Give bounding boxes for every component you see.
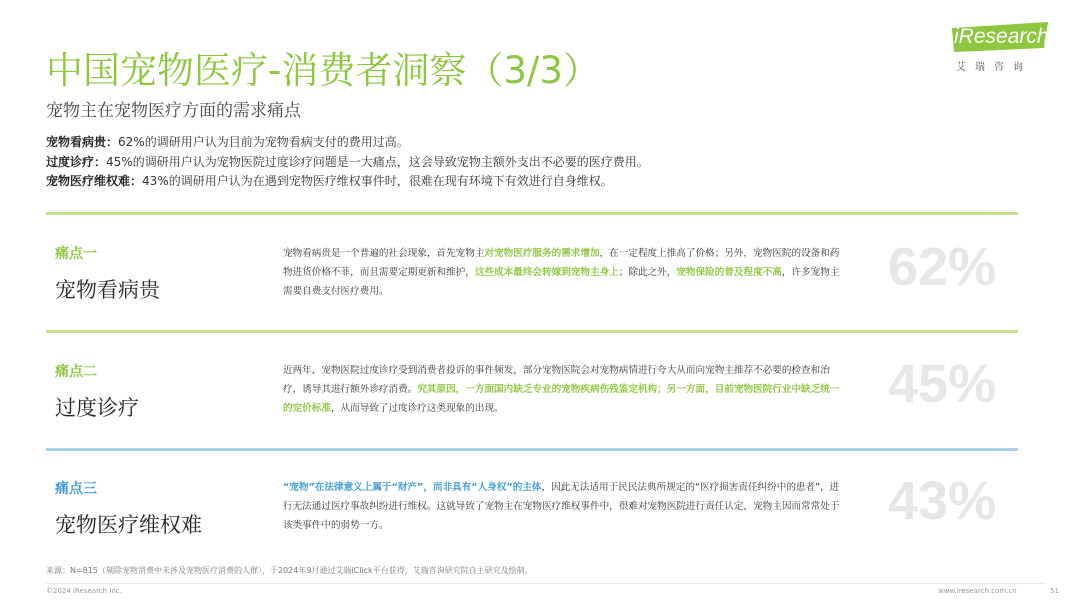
desc-text: 宠物看病贵是一个普遍的社会现象，首先宠物主: [283, 248, 485, 259]
highlight-text: 宠物保险的普及程度不高: [676, 267, 782, 278]
section-divider: [46, 330, 1018, 333]
website: www.iresearch.com.cn: [938, 587, 1017, 595]
summary-text: 43%的调研用户认为在遇到宠物医疗维权事件时，很难在现有环境下有效进行自身维权。: [142, 174, 613, 188]
summary-label: 过度诊疗：: [46, 154, 107, 169]
desc-text: ，许多宠物主需要自费支付医疗费用。: [283, 267, 840, 297]
pain-desc-2: [283, 361, 843, 418]
pain-tag-1: 痛点一: [55, 246, 97, 262]
iresearch-logo: [952, 22, 1056, 78]
desc-text: ，因此无法适用于民民法典所规定的“医疗损害责任纠纷中的患者”，进行无法通过医疗事故纠纷进行维权。这就导致了宠物主在宠物医疗维权事件中，很难对宠物医院进行责任认定，宠物主因而常常处于该类事件中的弱势一方。: [283, 482, 840, 531]
highlight-text: 对宠物医疗服务的需求增加: [484, 248, 600, 259]
desc-text: ；除此之外，: [618, 267, 677, 278]
highlight-text: “宠物”在法律意义上属于“财产”，而非具有“人身权”的主体: [283, 482, 542, 493]
pain-tag-2: 痛点二: [55, 364, 97, 380]
pain-name-2: 过度诊疗: [55, 396, 139, 420]
summary-text: 45%的调研用户认为宠物医院过度诊疗问题是一大痛点，这会导致宠物主额外支出不必要的医疗费用。: [106, 154, 649, 169]
logo-chinese: 艾瑞咨询: [956, 62, 1032, 73]
source-note: 来源：N=815（剔除宠物消费中未涉及宠物医疗消费的人群），于2024年9月通过艾瑞iClick平台获得，艾瑞咨询研究院自主研究及绘制。: [46, 566, 533, 575]
copyright: ©2024 iResearch Inc.: [46, 587, 122, 595]
summary-label: 宠物医疗维权难：: [46, 174, 143, 188]
pain-percent-1: 62%: [888, 237, 997, 297]
summary-row: [46, 153, 649, 173]
pain-percent-3: 43%: [888, 471, 997, 531]
section-divider: [46, 212, 1018, 215]
summary-text: 62%的调研用户认为目前为宠物看病支付的费用过高。: [118, 135, 409, 149]
desc-text: 近两年，宠物医院过度诊疗受到消费者投诉的事件频发，部分宠物医院会对宠物病情进行夸大从而向宠物主推荐不必要的检查和治疗，诱导其进行额外诊疗消费。: [283, 365, 830, 395]
summary-row: [46, 133, 649, 153]
pain-name-3: 宠物医疗维权难: [55, 513, 202, 537]
desc-text: ，从而导致了过度诊疗这类现象的出现。: [330, 403, 504, 414]
page-number: 51: [1050, 587, 1059, 595]
footer-divider: [46, 583, 1046, 584]
summary-block: [46, 133, 649, 192]
section-divider: [46, 448, 1018, 451]
pain-percent-2: 45%: [888, 354, 997, 414]
pain-tag-3: 痛点三: [55, 481, 97, 497]
page-subtitle: 宠物主在宠物医疗方面的需求痛点: [46, 101, 301, 121]
pain-desc-1: [283, 244, 843, 301]
highlight-text: 这些成本最终会转嫁到宠物主身上: [474, 267, 619, 278]
summary-label: 宠物看病贵：: [46, 135, 119, 149]
pain-desc-3: [283, 478, 843, 535]
summary-row: [46, 172, 649, 192]
logo-text: iResearch: [954, 25, 1049, 48]
pain-name-1: 宠物看病贵: [55, 278, 160, 302]
page-title: 中国宠物医疗-消费者洞察（3/3）: [46, 49, 600, 92]
desc-text: ，在一定程度上推高了价格；另外，宠物医院的设备和药物进货价格不菲，而且需要定期更新和维护，: [283, 248, 840, 278]
highlight-text: 究其原因，一方面国内缺乏专业的宠物疾病伤残鉴定机构；另一方面，目前宠物医院行业中缺乏统一的定价标准: [283, 384, 840, 414]
